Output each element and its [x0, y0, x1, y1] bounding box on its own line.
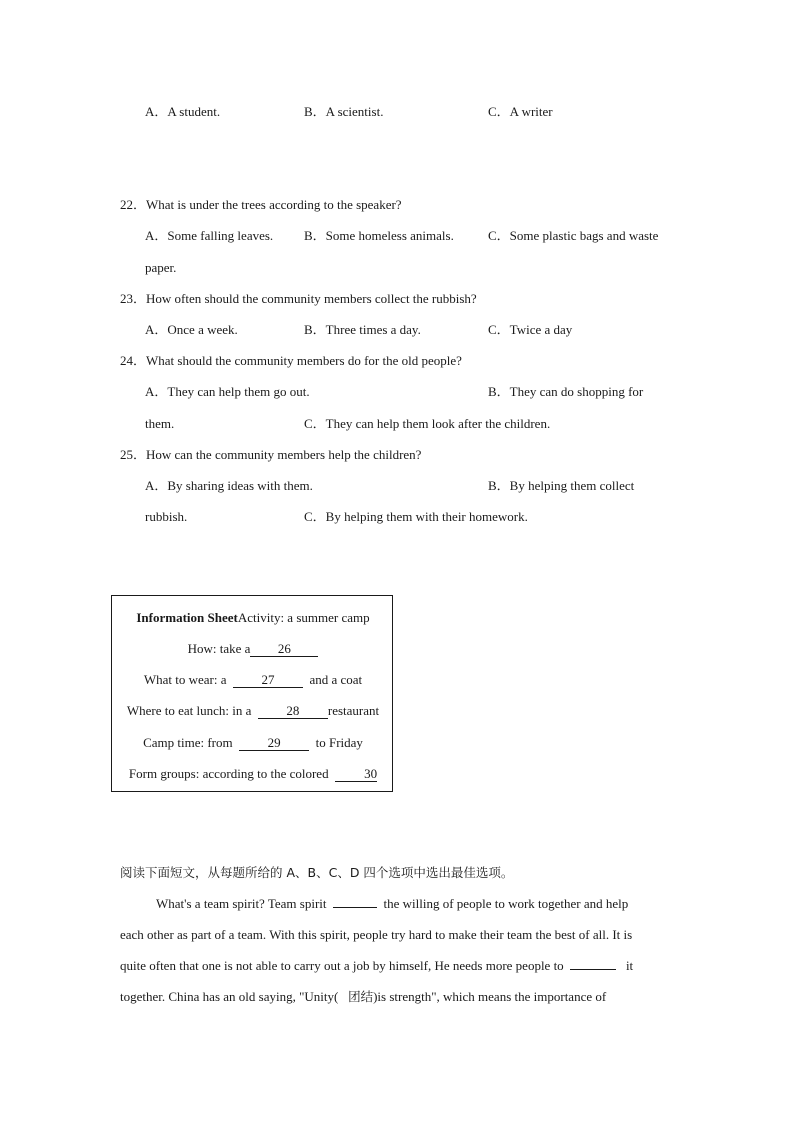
- q24-option-a: A．They can help them go out.: [145, 384, 310, 399]
- information-sheet-box: [111, 595, 393, 792]
- wear-label: What to wear: a: [143, 672, 227, 687]
- info-sheet-wear: [112, 672, 394, 688]
- passage-blank-1: [333, 907, 377, 908]
- lunch-suffix: restaurant: [327, 703, 380, 718]
- q24-stem: 24．What should the community members do for the old people?: [120, 353, 462, 368]
- passage-line-2: each other as part of a team. With this spirit, people try hard to make their team the best of all. It is: [120, 927, 633, 942]
- q23-option-a: A．Once a week.: [145, 322, 238, 337]
- reading-instruction: 阅读下面短文，从每题所给的 A、B、C、D 四个选项中选出最佳选项。: [120, 865, 514, 880]
- q25-option-c: C．By helping them with their homework.: [304, 509, 528, 524]
- passage-line-1-end: the willing of people to work together and help: [383, 896, 629, 911]
- info-sheet-title: Information Sheet: [136, 610, 238, 625]
- q22-option-c: C．Some plastic bags and waste: [488, 228, 659, 243]
- q25-option-b: B．By helping them collect: [488, 478, 635, 493]
- q21-option-b: B．A scientist.: [304, 104, 384, 119]
- blank-26: 26: [250, 642, 318, 657]
- q22-option-c-continued: paper.: [145, 260, 177, 275]
- groups-label: Form groups: according to the colored: [128, 766, 329, 781]
- passage-line-3-end: it: [625, 958, 634, 973]
- q23-option-b: B．Three times a day.: [304, 322, 421, 337]
- q23-stem: 23．How often should the community members collect the rubbish?: [120, 291, 477, 306]
- info-sheet-groups: [112, 766, 394, 782]
- q23-option-c: C．Twice a day: [488, 322, 573, 337]
- q22-option-a: A．Some falling leaves.: [145, 228, 274, 243]
- passage-blank-2: [570, 969, 616, 970]
- how-label: How: take a: [187, 641, 251, 656]
- time-label: Camp time: from: [143, 735, 233, 750]
- q24-option-b: B．They can do shopping for: [488, 384, 644, 399]
- q24-option-c: C．They can help them look after the children.: [304, 416, 551, 431]
- blank-27: 27: [233, 673, 303, 688]
- blank-28: 28: [258, 704, 328, 719]
- passage-line-3: [120, 958, 673, 974]
- passage-line-3-start: quite often that one is not able to carry out a job by himself, He needs more people to: [120, 958, 564, 973]
- info-sheet-activity: Activity: a summer camp: [237, 610, 370, 625]
- passage-line-4: [120, 989, 673, 1005]
- q25-stem: 25．How can the community members help the children?: [120, 447, 422, 462]
- time-suffix: to Friday: [315, 735, 363, 750]
- info-sheet-how: [112, 641, 394, 657]
- info-sheet-time: [112, 735, 394, 751]
- passage-line-1: [120, 896, 673, 912]
- blank-30: 30: [335, 767, 377, 782]
- lunch-label: Where to eat lunch: in a: [126, 703, 252, 718]
- q21-option-a: A．A student.: [145, 104, 221, 119]
- info-sheet-lunch: [112, 703, 394, 719]
- passage-cjk-unity: 团结: [348, 989, 374, 1004]
- passage-line-1-start: What's a team spirit? Team spirit: [156, 896, 327, 911]
- passage-line-4-start: together. China has an old saying, "Unity(: [120, 989, 339, 1004]
- q21-option-c: C．A writer: [488, 104, 553, 119]
- q25-option-b-continued: rubbish.: [145, 509, 188, 524]
- passage-line-4-end: )is strength", which means the importance of: [373, 989, 607, 1004]
- wear-suffix: and a coat: [309, 672, 363, 687]
- q22-option-b: B．Some homeless animals.: [304, 228, 454, 243]
- q24-option-b-continued: them.: [145, 416, 175, 431]
- blank-29: 29: [239, 736, 309, 751]
- q25-option-a: A．By sharing ideas with them.: [145, 478, 313, 493]
- q22-stem: 22．What is under the trees according to the speaker?: [120, 197, 402, 212]
- info-sheet-heading: [112, 610, 394, 626]
